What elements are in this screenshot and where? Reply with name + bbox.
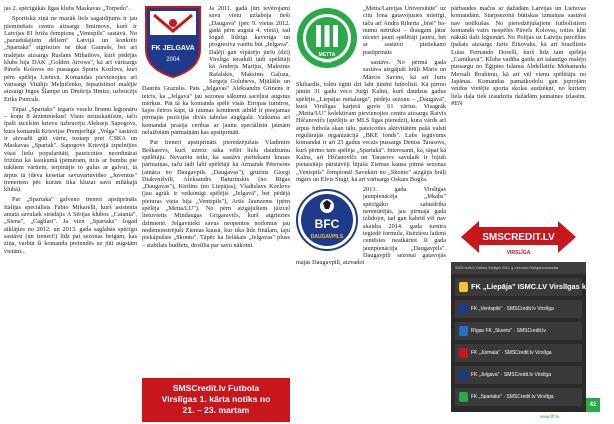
paragraph: jas 2. spēcīgākās līgas klubs Maskavas „Torpedo".	[4, 5, 131, 12]
team-row-label: Rīgas FK „Skonto" · SMSCredit.lv	[471, 328, 546, 334]
team-crest-icon	[459, 304, 468, 314]
team-row-label: FK „Jelgava" · SMSCredit.lv Virslīga	[471, 372, 552, 378]
bfc-logo-text: BFC	[314, 217, 340, 232]
smscredit-banner-sub: VIRSLĪGA	[506, 250, 531, 256]
paragraph: Tāpat „Spartaks" iegaris veselu līrumu leģionāru – koņu 8 ārzemniekus! Visus neuzskaitīsim, tačo īpaši izcelsim krievu uzbrucēju Aleksejs Sapogovs, kura komandā Krievijas Premjerlīgā „Volga" sastāvā ir aizvadīt gūti vārtu, tostarp pret CSKA un Maskavas „Spartak". Sapogovs Krievijā izpelnījies visai lielu popularitāti, pateicoties neordinārai frizūrai kā lasukumā (pēmēram, ticis ar bumbu pie tukšiem vārtiem, ierpinājis to gulus ar galvu), tā ārpus tā (deva kesetiar savuvārtuvideo „Juventus" treneriem pēc kurām tika kluzat savā mīlākajā klubā).	[4, 105, 137, 194]
team-crest-icon	[459, 348, 468, 358]
paragraph: Par treneri apstiprināts pieredzējušais Vladimirs Beškarevs, kurš uzreiz sāka vēlēt lielu daudzumu spēlētāju. Nevarētu teikt, ka sastāvs pietiekami krasas pārmaiņas, taču tādi labi spēlētāji kā Armands Pētersons (atnāca no Daugavpils „Daugavas"), gruzīns Giorgi Diakvnišvili, Aleksandrs Baturinskis (no Rīgas „Daugavas"), Kirilins (no Liepājas), Vladislavs Kozlovs (jau agrāk ir veiksmīgi spēlējis „Jelgavā", bet pēdējā pieturas vieta bija „Ventspils"), Artis Jaunzems (pērn spēlēja „Metta/LU"). No pērn aizgājušiem jāizcel lietuvietis Mindaugas Grigaravičs, kurš atgriezies dzimtenē. Jelgavnieki savus neopentos nodomus jau nodemonstrējuši Ziemas kausā, kur tika līdz finālam, taju piekāpušies „Skonto". Tāpēc ka lielākais „Jelgavas" pluss – stabilais budžets, drošība par savu nākotni.	[142, 139, 290, 249]
team-row	[455, 366, 582, 384]
paragraph: Par „Spartaka" galveno treneri apstiprināts Itālijas speciālists Fabio Mikarelli, kurš asistenta amatā savulaik strādājis A Sērijas klubos „Catania", „Siena", „Cagliari". Ja vien „Spartaks" šogad atklājies no 2012. un 2013. gada saglabās spēcīgu sastāvu (un treneri!) līdz pat sezonas beigām, kas ziņa, varbūt šī komanda pretendēs uz jūtī augstām vietām...	[4, 196, 137, 255]
smscredit-banner-text: SMSCREDIT.LV	[482, 232, 555, 243]
metta-logo-text: METTA	[318, 52, 336, 58]
team-row-label: FK „Spartaks" · SMSCredit.lv Virslīga	[471, 394, 554, 400]
footer-url: www.lff.lv	[540, 414, 560, 419]
team-crest-icon	[459, 326, 468, 336]
bfc-logo-sub: DAUGAVPILS	[310, 234, 344, 241]
teams-panel-header: SMSCredit.lv Futbola Virslīgas 2014. g. sezonas Virslīgas komandas	[451, 262, 586, 274]
team-crest-icon	[459, 370, 468, 380]
article-column-4	[451, 5, 586, 110]
team-row	[455, 344, 582, 362]
team-row	[455, 300, 582, 318]
paragraph: „Metta/Latvijas Universitāte" uz citu fona gatavojusies mierīgi, taču arī Andra Riherta „bīsē" banumu netrūkst – draugam jātur nicetri jauni spēlētāji jautru, bet ar sastāvu pietiekami pastiprināts	[363, 5, 446, 56]
jelgava-logo-year: 2004	[166, 57, 180, 63]
smscredit-banner	[451, 213, 586, 261]
paragraph: pārbaudes mačus ar dažādām Latvijas un Lietuvas komandām. Starpsezonā būtiskas izmaiņas sastāvā nav notikušas. No pieredzējušajiem futbolistiem komandā vairs nespēlēs Pāvels Kolovss, toties klāt nākuši daži leģionāri. No Polijas uz Latviju pārcēlies īpašais aizsargs Juris Ēinovaks, kā arī brazīlietis Luiss Fernando Dorelli, kurš līdz tam spēlēja „Carnikavā". Kluba vadība gaida arī talantīgo malējo pussargu no Ēģiptes Islamu Abdellatifu Mohamedu Mersali Ibrahimu, kā arī vēl vienu spēlētāju no Japānas. Komandas pamatkodolu gan joprojām veidos vietējie sporta skolas audzēkņi, no kuriem liela daļa tiek izaudzēta dažādām jaunatnes izlasēm. #EN	[451, 5, 586, 107]
paragraph: 2013. gada Virslīgas jaunpienācēja „Jēkabs" spēcīgāko sabiedriba nenotūrējās, jau pirmajā gadā izlidojot, tad gan kabrīd vēl nav skaidra 2014. gada turnīra tegiedē formula, šīsēziesu laikmi centēsies neatkārtot šī gada jaunpienācēja „Daugavpils". Daugavpilī sezonai gatavojās mājās Daugavpilī, aizvadot	[296, 186, 446, 267]
team-row	[455, 278, 614, 296]
paragraph: Sportiskā ziņā ne mazāk liels sagaidījums ir jau pieminētais centra aizsargs Smirnovs, kurš ir Latvijas 81 brīža čempions „Ventspils" sastāvā. No „pazudušajiem dēliem" Latvijā un konkrēti „Spartakā" atgriezies ne tikai Gaurašs, bet arī malējais aizsargs Ruslans Mihailovs, kurš pēdējās klubs bija DAK „Golden Arrows", kā arī vārtsargs Pāvels Kolovss no pussagas Sports Kozlovs, kuri pēm spēlēja Lietuvā. Komandas pievienojies arī vārtsargs Vitālijs Meļņičenko, Iepazīstinot malējie aizsargi Ingus Šlampe un Dmitrijs Hmizs, uzbrucējs Eriks Punculs.	[4, 15, 137, 103]
team-row-label: FK „Liepāja" ISMC.LV Virslīgas komanda	[471, 282, 614, 291]
metta-logo-year: 2006	[322, 59, 332, 64]
jelgava-logo-text: FK JELGAVA	[151, 45, 195, 52]
team-row	[455, 388, 582, 406]
promo-line-3: 21. – 23. martam	[182, 405, 250, 415]
bfc-daugavpils-logo	[296, 186, 358, 256]
paragraph: sastāvs. No pērmā gada sastāva aizgājuši brāļi Māris un Mārcis Savins, kā arī Juris Skibardis, tolēu ēgūti dzī labi jūnēni futbolisti. Kā pirmo jāmin 31 gadu veco Jurģi Kalnu, kurš daudzus gadus spēlējis „Liepājas metalurgā", pēdējo sezonu – „Daugavā", kurā Virslīgas karjerā guvis 61 vārtus. Visagrāk „Metta/LU" kolektīvam pievienojies centra aizsargs Raivis Hščanovičs (spēlējis ar MLS līgas pieredzi), kura vārds arī ārpus futbola skan tālu, pateicoties aktivitātēm pašā valstī regulārajās organizācijā „BKE fonds". Labs iegūvums komandai ir arī 23 gadus vecais pussargs Deniss Tarasovs, kurš pērmo tam spēlēja „Spartakā". Interesanti, ka, tāpat kā Kalns, arī Hščanovičs un Tarasovs savulaik ir bijuši pietaisītājs pārstāvēji bijušā Ziemas kausa pirmā sezonas „Ventspils" čempionā! Savukārt no „Skonto" aizgājis brāļi ingars un Elvis Stuģi, kā arī vārtsargs Oskars Bogža.	[296, 59, 446, 183]
team-crest-icon	[459, 282, 468, 292]
article-column-1	[4, 5, 137, 258]
promo-line-1: SMSCredit.lv Futbola	[172, 383, 260, 393]
metta-logo	[296, 5, 358, 73]
promo-line-2: Virslīgas 1. kārta notiks no	[161, 394, 271, 404]
team-row-label: FK „Jūrmala" · SMSCredit.lv Virslīga	[471, 350, 552, 356]
paragraph: Ja 2011. gadā jūrt ievērojami savu vietu uzšaboja tieši „Daugava" (pēc 9. vietas 2012. gadā pērn augstā 4. vietā), tad šogad līdzīgi kaverīga un progresīva varētu būt „Jelgava". Daļēji gan vīpārējo jūrlu (dzī) Virsliga ieraduši tādi spēlētāji kā Andrejs Marijus, Maksims Rafalskis, Maksims Gaļuza, Sergejs Golubevs, Mjūlāšis un Daurits Grazulis. Pats „Jelgavas" Aleksandrs Grinens ir teicis, ka „Jelgava" jau sezonas sākumu sacēļusi augstus mērķus. Pāt tā ka komanda spēlē visās Eiropas turnīros, šajos četros kāpt, tā raumas kontinent atbild ir pieejamas pirmajās pozīcijās divās tabulas augšgalā. Vaikuma arī komandai prasīja cerības ar jaunu speciālistu jaunām nelaižotām pārmaiņām kas apstiprināti.	[142, 5, 290, 137]
article-column-3	[296, 5, 446, 269]
jelgava-logo	[142, 5, 204, 81]
team-crest-icon	[459, 392, 468, 402]
team-row-label: FK „Ventspils" · SMSCredit.lv Virslīga	[471, 306, 554, 312]
page-number: 42	[586, 398, 600, 412]
team-row	[455, 322, 582, 340]
promo-box	[142, 378, 290, 422]
article-column-2	[142, 5, 290, 252]
